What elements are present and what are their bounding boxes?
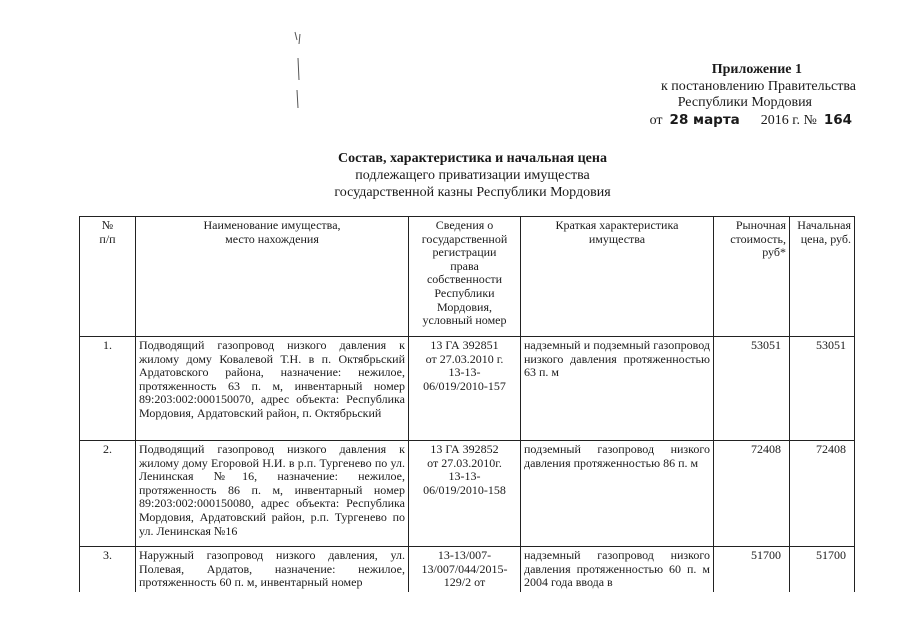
row-start-price: 72408 bbox=[790, 441, 855, 547]
row-description: надземный и подземный газопровод низкого давления протяженностью 63 п. м bbox=[521, 337, 714, 441]
row-name: Наружный газопровод низкого давления, ул. Полевая, Ардатов, назначение: нежилое, протяженность 60 п. м, инвентарный номер bbox=[136, 547, 409, 607]
row-registration-text: 13 ГА 392852 от 27.03.2010г. 13-13- 06/019/2010-158 bbox=[423, 442, 506, 497]
number-label: № bbox=[803, 112, 817, 128]
date-from-label: от bbox=[649, 112, 663, 128]
row-num: 3. bbox=[80, 547, 136, 607]
header-name-text: Наименование имущества, место нахождения bbox=[203, 218, 341, 246]
header-description bbox=[521, 217, 714, 337]
row-registration-text: 13-13/007- 13/007/044/2015- 129/2 от bbox=[421, 548, 508, 590]
row-num: 1. bbox=[80, 337, 136, 441]
appendix-decree-line: к постановлению Правительства bbox=[660, 78, 856, 94]
heading-title: Состав, характеристика и начальная цена bbox=[338, 151, 607, 166]
header-num-text: № п/п bbox=[99, 218, 116, 246]
table-row bbox=[80, 337, 855, 441]
scan-artifact-mark bbox=[292, 30, 306, 110]
header-num bbox=[80, 217, 136, 337]
header-registration bbox=[409, 217, 521, 337]
row-market-value: 72408 bbox=[714, 441, 790, 547]
row-start-price: 51700 bbox=[790, 547, 855, 607]
row-description: подземный газопровод низкого давления протяженностью 86 п. м bbox=[521, 441, 714, 547]
table-header-row bbox=[80, 217, 855, 337]
appendix-date-line bbox=[600, 112, 852, 130]
row-registration bbox=[409, 337, 521, 441]
row-num: 2. bbox=[80, 441, 136, 547]
page-crop-edge bbox=[0, 592, 905, 640]
table-row bbox=[80, 441, 855, 547]
appendix-title: Приложение 1 bbox=[711, 62, 802, 77]
header-description-text: Краткая характеристика имущества bbox=[555, 218, 679, 246]
row-market-value: 53051 bbox=[714, 337, 790, 441]
property-table bbox=[79, 216, 855, 607]
row-market-value: 51700 bbox=[714, 547, 790, 607]
appendix-republic-line: Республики Мордовия bbox=[677, 95, 812, 110]
header-start-price bbox=[790, 217, 855, 337]
row-start-price: 53051 bbox=[790, 337, 855, 441]
header-registration-text: Сведения о государственной регистрации права собственности Республики Мордовия, условный номер bbox=[421, 218, 508, 328]
row-name: Подводящий газопровод низкого давления к жилому дому Егоровой Н.И. в р.п. Тургенево по ул. Ленинская №16, назначение: нежилое, протяженность 86 п. м, инвентарный номер 89:203:002:000150080, адрес объекта: Республика Мордовия, Ардатовский район, р.п. Тургенево по ул. Ленинская №16 bbox=[136, 441, 409, 547]
heading-subtitle-2: государственной казны Республики Мордовия bbox=[334, 185, 611, 200]
date-year: 2016 г. bbox=[760, 112, 800, 128]
header-start-text: Начальная цена, руб. bbox=[797, 218, 851, 246]
header-name bbox=[136, 217, 409, 337]
heading-subtitle-1: подлежащего приватизации имущества bbox=[355, 168, 590, 183]
row-registration-text: 13 ГА 392851 от 27.03.2010 г. 13-13- 06/019/2010-157 bbox=[423, 338, 506, 393]
row-name: Подводящий газопровод низкого давления к жилому дому Ковалевой Т.Н. в п. Октябрьский Ардатовского района, назначение: нежилое, протяженность 63 п. м, инвентарный номер 89:203:002:000150070, адрес объекта: Республика Мордовия, Ардатовский район, п. Октябрьский bbox=[136, 337, 409, 441]
header-market-value bbox=[714, 217, 790, 337]
row-registration bbox=[409, 441, 521, 547]
row-description: надземный газопровод низкого давления протяженностью 60 п. м 2004 года ввода в bbox=[521, 547, 714, 607]
decree-number: 164 bbox=[823, 111, 852, 128]
header-market-text: Рыночная стоимость, руб* bbox=[730, 218, 786, 260]
date-day-month: 28 марта bbox=[669, 111, 740, 128]
document-heading bbox=[300, 150, 645, 201]
appendix-block bbox=[600, 62, 860, 129]
